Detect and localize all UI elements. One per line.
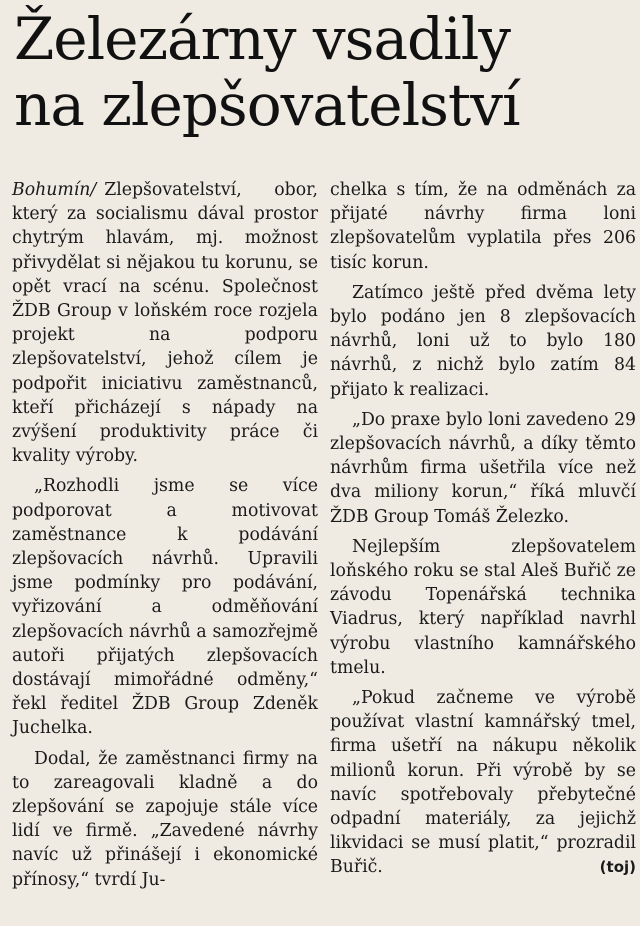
- article-paragraph: [330, 686, 636, 880]
- dateline-location: Bohumín/: [12, 180, 97, 200]
- article-column-right: [330, 178, 636, 880]
- article-paragraph: chelka s tím, že na odměnách za přijaté návrhy firma loni zlepšovatelům vyplatila přes 206 tisíc korun.: [330, 180, 636, 273]
- article-paragraph: Nejlepším zlepšovatelem loňského roku se stal Aleš Buřič ze závodu Topenářská technika Viadrus, který například navrhl výrobu vlastního kamnářského tmelu.: [330, 536, 636, 678]
- author-credit: (toj): [599, 858, 636, 877]
- article-paragraph: Zatímco ještě před dvěma lety bylo podáno jen 8 zlepšovacích návrhů, loni už to bylo 180 návrhů, z nichž bylo zatím 84 přijato k realizaci.: [330, 282, 636, 400]
- article-paragraph: [12, 178, 318, 468]
- article-paragraph: „Rozhodli jsme se více podporovat a motivovat zaměstnance k podávání zlepšovacích návrhů. Upravili jsme podmínky pro podávání, vyřizování a odměňování zlepšovacích návrhů a samozřejmě autoři přijatých zlepšovacích dostávají mimořádné odměny,“ řekl ředitel ŽDB Group Zdeněk Juchelka.: [12, 476, 318, 739]
- article-paragraph: „Do praxe bylo loni zavedeno 29 zlepšovacích návrhů, a díky těmto návrhům firma ušetřila více než dva miliony korun,“ říká mluvčí ŽDB Group Tomáš Železko.: [330, 409, 636, 527]
- headline: [14, 6, 634, 138]
- headline-line-2: na zlepšovatelství: [14, 71, 520, 139]
- paragraph-text: „Pokud začneme ve výrobě používat vlastní kamnářský tmel, firma ušetří na nákupu několik milionů korun. Při výrobě by se navíc spotřebovaly přebytečné odpadní materiály, za jejichž likvidaci se musí platit,“ prozradil Buřič.: [330, 688, 636, 878]
- article-column-left: [12, 178, 318, 892]
- article-paragraph: Dodal, že zaměstnanci firmy na to zareagovali kladně a do zlepšování se zapojuje stále více lidí ve firmě. „Zavedené návrhy navíc už přinášejí i ekonomické přínosy,“ tvrdí Ju-: [12, 748, 318, 890]
- headline-line-1: Železárny vsadily: [14, 5, 511, 73]
- paragraph-text: Zlepšovatelství, obor, který za socialismu dával prostor chytrým hlavám, mj. možnost přivydělat si nějakou tu korunu, se opět vrací na scénu. Společnost ŽDB Group v loňském roce rozjela projekt na podporu zlepšovatelství, jehož cílem je podpořit iniciativu zaměstnanců, kteří přicházejí s nápady na zvýšení produktivity práce či kvality výroby.: [12, 180, 318, 467]
